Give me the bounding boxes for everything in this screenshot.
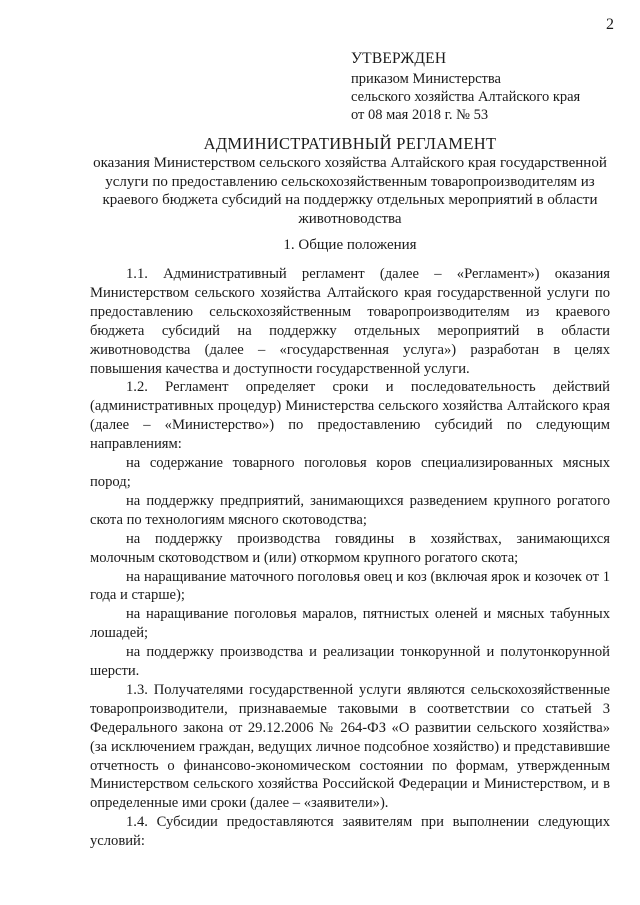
paragraph: на поддержку производства и реализации тонкорунной и полутонкорунной шерсти. (90, 644, 610, 680)
paragraph: на поддержку предприятий, занимающихся разведением крупного рогатого скота по технологиям мясного скотоводства; (90, 492, 610, 528)
approval-line: приказом Министерства (351, 71, 501, 87)
approval-heading: УТВЕРЖДЕН (351, 50, 447, 67)
document-subtitle: оказания Министерством сельского хозяйства Алтайского края государственной услуги по предоставлению сельскохозяйственным товаропроизводителям из краевого бюджета субсидий на поддержку отдельных мероприятий в области животноводства (93, 155, 607, 227)
paragraph: на поддержку производства говядины в хозяйствах, занимающихся молочным скотоводством и (или) откормом крупного рогатого скота; (90, 530, 610, 566)
section-heading: 1. Общие положения (283, 237, 417, 253)
approval-line: от 08 мая 2018 г. № 53 (351, 107, 489, 123)
paragraph: 1.1. Административный регламент (далее – «Регламент») оказания Министерством сельского хозяйства Алтайского края государственной услуги по предоставлению сельскохозяйственным товаропроизводителям из краевого бюджета субсидий на поддержку отдельных мероприятий в области животноводства (далее – «государственная услуга») разработан в целях повышения качества и доступности государственной услуги. (90, 266, 610, 377)
paragraph: 1.3. Получателями государственной услуги являются сельскохозяйственные товаропроизводители, признаваемые таковыми в соответствии со статьей 3 Федерального закона от 29.12.2006 № 264-ФЗ «О развитии сельского хозяйства» (за исключением граждан, ведущих личное подсобное хозяйство) и представившие отчетность о финансово-экономическом состоянии по формам, утвержденным Министерством сельского хозяйства Российской Федерации и Министерством, и в определенные ими сроки (далее – «заявители»). (90, 681, 610, 812)
approval-block (351, 50, 580, 124)
paragraph: 1.2. Регламент определяет сроки и последовательность действий (административных процедур) Министерства сельского хозяйства Алтайского края (далее – «Министерство») по предоставлению субсидий по следующим направлениям: (90, 379, 610, 453)
paragraph: 1.4. Субсидии предоставляются заявителям при выполнении следующих условий: (90, 814, 610, 850)
document-title: АДМИНИСТРАТИВНЫЙ РЕГЛАМЕНТ (203, 134, 497, 153)
paragraph: на содержание товарного поголовья коров специализированных мясных пород; (90, 455, 610, 490)
paragraph: на наращивание маточного поголовья овец и коз (включая ярок и козочек от 1 года и старше); (90, 568, 610, 604)
paragraph: на наращивание поголовья маралов, пятнистых оленей и мясных табунных лошадей; (90, 606, 610, 642)
page-number: 2 (606, 16, 614, 33)
approval-line: сельского хозяйства Алтайского края (351, 89, 581, 105)
document-body (90, 265, 610, 851)
title-block (90, 134, 610, 228)
